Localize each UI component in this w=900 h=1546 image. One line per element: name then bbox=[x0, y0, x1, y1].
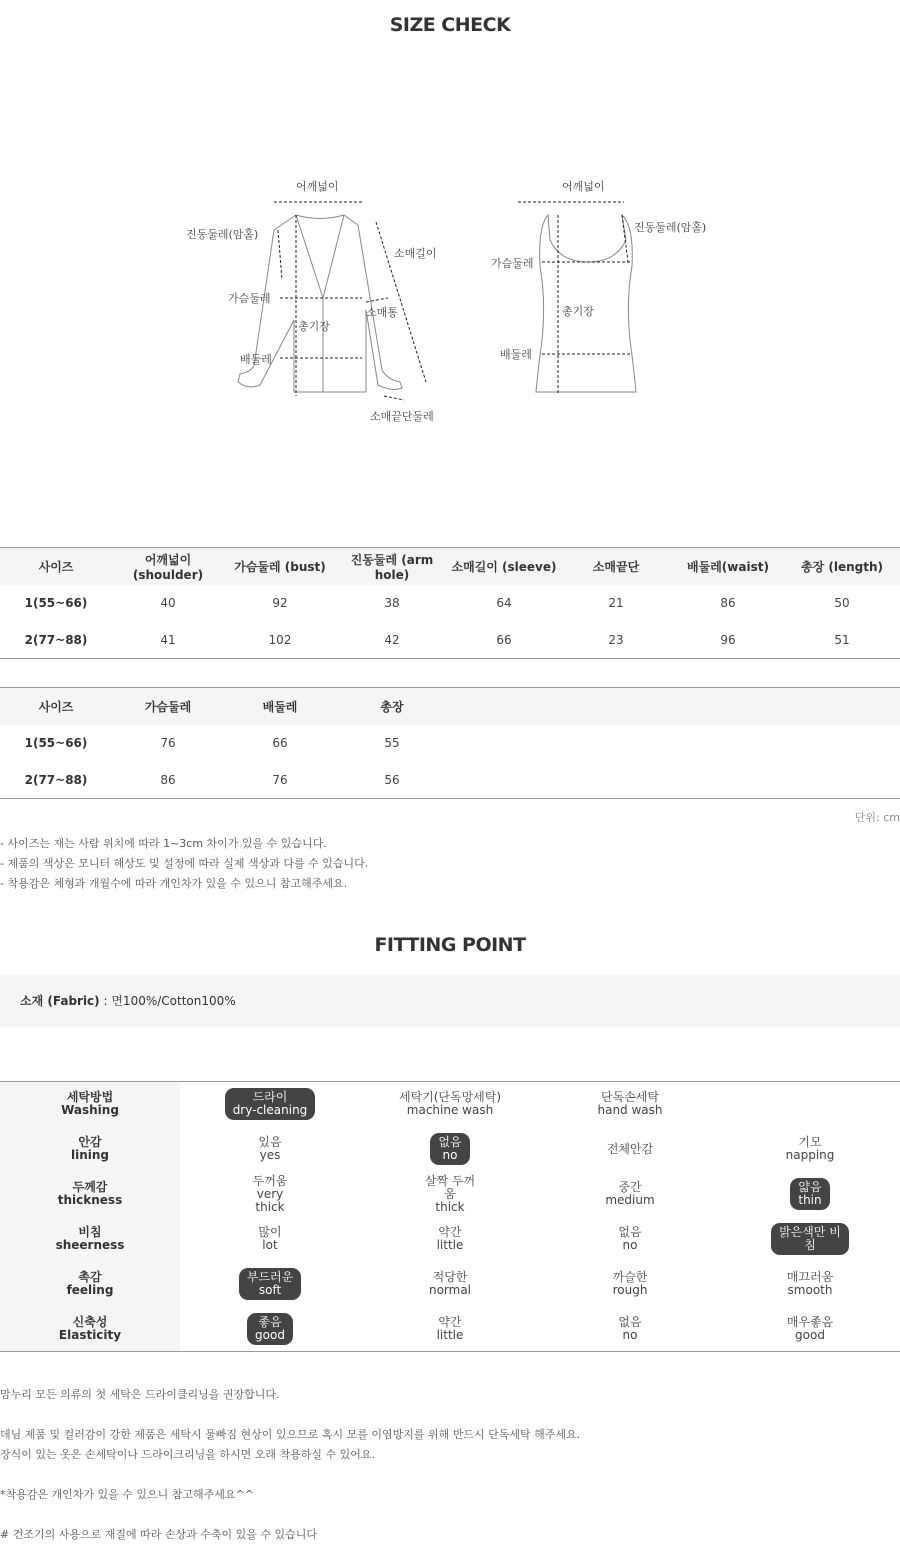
table-cell: 56 bbox=[384, 772, 400, 787]
fit-row bbox=[0, 1307, 900, 1352]
fit-option: 적당한 normal bbox=[428, 1270, 472, 1297]
care-note-line bbox=[0, 1405, 580, 1425]
fit-heading-ko: 신축성 bbox=[72, 1314, 108, 1329]
table-header: 총장 bbox=[336, 688, 448, 725]
fit-heading-en: Washing bbox=[61, 1103, 119, 1118]
fit-heading-ko: 안감 bbox=[78, 1135, 102, 1149]
fit-option bbox=[180, 1082, 360, 1127]
size-label: 2(77~88) bbox=[24, 772, 88, 787]
svg-text:소매끝단둘레: 소매끝단둘레 bbox=[370, 410, 434, 423]
fit-option: 많이 lot bbox=[258, 1225, 282, 1252]
size-table-tank bbox=[0, 687, 900, 799]
fit-option bbox=[720, 1172, 900, 1217]
fit-heading-en: lining bbox=[70, 1148, 109, 1162]
fit-option bbox=[180, 1262, 360, 1307]
fit-option: 단독손세탁 hand wash bbox=[597, 1090, 663, 1118]
fabric-bar bbox=[0, 975, 900, 1027]
fit-option bbox=[360, 1127, 540, 1172]
fit-option: 약간 little bbox=[436, 1314, 464, 1342]
selected-option-badge: 드라이 dry-cleaning bbox=[225, 1088, 316, 1120]
fabric-value: : 면100%/Cotton100% bbox=[99, 994, 236, 1008]
fit-heading-ko: 촉감 bbox=[78, 1270, 102, 1284]
fit-heading-ko: 두께감 bbox=[72, 1180, 108, 1194]
size-check-title: SIZE CHECK bbox=[389, 14, 511, 36]
table-cell: 76 bbox=[272, 772, 288, 787]
svg-text:총기장: 총기장 bbox=[298, 320, 330, 333]
fit-row bbox=[0, 1082, 900, 1127]
fit-option: 두꺼움 very thick bbox=[252, 1173, 288, 1214]
care-notes bbox=[0, 1385, 580, 1545]
fit-row-heading bbox=[0, 1082, 180, 1127]
size-notes bbox=[0, 834, 368, 894]
fit-row-heading bbox=[0, 1217, 180, 1262]
cardigan-labels bbox=[186, 179, 437, 423]
note-line: - 사이즈는 재는 사람 위치에 따라 1~3cm 차이가 있을 수 있습니다. bbox=[0, 837, 327, 850]
table-header: 어깨넓이 (shoulder) bbox=[112, 548, 224, 585]
fit-heading-en: Elasticity bbox=[58, 1327, 122, 1342]
table-cell: 51 bbox=[834, 632, 850, 647]
fit-row-heading bbox=[0, 1262, 180, 1307]
table-header: 사이즈 bbox=[0, 688, 112, 725]
table-header: 사이즈 bbox=[0, 548, 112, 585]
svg-text:가슴둘레: 가슴둘레 bbox=[228, 292, 271, 305]
tank-drawing bbox=[536, 215, 636, 392]
care-note-line: 장식이 있는 옷은 손세탁이나 드라이크리닝을 하시면 오래 착용하실 수 있어요. bbox=[0, 1448, 375, 1461]
table-cell: 23 bbox=[608, 632, 624, 647]
svg-text:배둘레: 배둘레 bbox=[240, 353, 272, 366]
fit-option: 기모 napping bbox=[785, 1135, 835, 1162]
table-header: 배둘레 bbox=[224, 688, 336, 725]
table-cell: 50 bbox=[834, 596, 850, 610]
care-note-line: 데님 제품 및 컬러감이 강한 제품은 세탁시 물빠짐 현상이 있으므로 혹시 모를 이염방지를 위해 반드시 단독세탁 해주세요. bbox=[0, 1428, 581, 1441]
fitting-table bbox=[0, 1081, 900, 1352]
fit-heading-ko: 비침 bbox=[78, 1225, 102, 1239]
fit-option: 약간 little bbox=[436, 1225, 464, 1252]
size-label: 1(55~66) bbox=[24, 736, 88, 750]
selected-option-badge: 밝은색만 비 침 bbox=[771, 1223, 849, 1255]
table-header: 가슴둘레 bbox=[112, 688, 224, 725]
fit-option: 매끄러움 smooth bbox=[786, 1270, 834, 1297]
care-note-line: # 건조기의 사용으로 재질에 따라 손상과 수축이 있을 수 있습니다 bbox=[0, 1528, 317, 1541]
table-header: 총장 (length) bbox=[784, 548, 900, 585]
table-header: 소매끝단 bbox=[560, 548, 672, 585]
fit-option: 없음 no bbox=[618, 1225, 642, 1252]
table-cell: 86 bbox=[720, 596, 736, 610]
table-header: 진동둘레 (arm hole) bbox=[336, 548, 448, 585]
fit-row-heading bbox=[0, 1307, 180, 1352]
svg-text:가슴둘레: 가슴둘레 bbox=[491, 257, 534, 270]
table-cell: 21 bbox=[608, 596, 624, 610]
svg-text:소매길이: 소매길이 bbox=[394, 247, 437, 260]
svg-text:소매통: 소매통 bbox=[366, 306, 398, 319]
svg-text:진동둘레(암홀): 진동둘레(암홀) bbox=[186, 228, 259, 241]
svg-text:어깨넓이: 어깨넓이 bbox=[296, 180, 339, 193]
table-cell: 42 bbox=[384, 632, 400, 647]
table-header: 배둘레(waist) bbox=[672, 548, 784, 585]
selected-option-badge: 좋음 good bbox=[247, 1313, 293, 1345]
size-table-cardigan bbox=[0, 547, 900, 659]
table-header-row bbox=[0, 688, 900, 725]
selected-option-badge: 얇음 thin bbox=[790, 1178, 829, 1210]
svg-text:총기장: 총기장 bbox=[562, 305, 594, 318]
table-cell: 55 bbox=[384, 736, 400, 750]
fit-heading-en: sheerness bbox=[55, 1238, 125, 1252]
care-note-line bbox=[0, 1465, 580, 1485]
table-cell: 40 bbox=[160, 596, 176, 610]
care-note-line: 맘누리 모든 의류의 첫 세탁은 드라이클리닝을 권장합니다. bbox=[0, 1388, 280, 1401]
fit-option: 있음 yes bbox=[258, 1135, 282, 1162]
fit-row bbox=[0, 1262, 900, 1307]
table-header-row bbox=[0, 548, 900, 585]
table-cell: 102 bbox=[268, 632, 292, 647]
fit-option: 중간 medium bbox=[605, 1180, 655, 1207]
fit-row bbox=[0, 1217, 900, 1262]
svg-text:진동둘레(암홀): 진동둘레(암홀) bbox=[634, 221, 707, 234]
size-label: 2(77~88) bbox=[24, 632, 88, 647]
measurement-illustration bbox=[170, 170, 730, 430]
fit-option: 없음 no bbox=[618, 1314, 642, 1342]
fit-option: 까슬한 rough bbox=[612, 1270, 648, 1297]
fit-row bbox=[0, 1172, 900, 1217]
table-row bbox=[0, 622, 900, 659]
table-cell: 64 bbox=[496, 596, 512, 610]
size-label: 1(55~66) bbox=[24, 596, 88, 610]
fit-row bbox=[0, 1127, 900, 1172]
fit-heading-en: thickness bbox=[57, 1193, 123, 1207]
fit-option bbox=[180, 1307, 360, 1352]
svg-text:어깨넓이: 어깨넓이 bbox=[562, 180, 605, 193]
cardigan-measure-lines bbox=[274, 202, 426, 400]
fit-row-heading bbox=[0, 1127, 180, 1172]
svg-text:배둘레: 배둘레 bbox=[500, 348, 532, 361]
care-note-line bbox=[0, 1505, 580, 1525]
care-note-line: *착용감은 개인차가 있을 수 있으니 참고해주세요^^ bbox=[0, 1488, 254, 1501]
table-header: 가슴둘레 (bust) bbox=[224, 548, 336, 585]
size-diagram bbox=[170, 170, 730, 430]
fabric-label: 소재 (Fabric) bbox=[20, 994, 100, 1008]
table-cell: 96 bbox=[720, 632, 736, 647]
table-cell: 86 bbox=[160, 772, 176, 787]
unit-label: 단위: cm bbox=[854, 811, 900, 824]
selected-option-badge: 부드러운 soft bbox=[239, 1268, 301, 1300]
table-row bbox=[0, 762, 900, 799]
fit-option: 전체안감 bbox=[606, 1141, 654, 1156]
fit-option: 세탁기(단독망세탁) machine wash bbox=[398, 1090, 502, 1118]
fit-heading-ko: 세탁방법 bbox=[66, 1090, 114, 1105]
note-line: - 제품의 색상은 모니터 해상도 및 설정에 따라 실제 색상과 다를 수 있습니다. bbox=[0, 857, 369, 870]
fit-option: 매우좋음 good bbox=[786, 1314, 834, 1342]
fitting-point-title: FITTING POINT bbox=[374, 934, 526, 956]
selected-option-badge: 없음 no bbox=[430, 1133, 469, 1165]
tank-labels bbox=[491, 179, 706, 361]
table-cell: 66 bbox=[272, 736, 288, 750]
note-line: - 착용감은 체형과 개월수에 따라 개인차가 있을 수 있으니 참고해주세요. bbox=[0, 877, 348, 890]
table-cell: 41 bbox=[160, 632, 176, 647]
table-cell: 76 bbox=[160, 736, 176, 750]
table-cell: 66 bbox=[496, 632, 512, 647]
fit-heading-en: feeling bbox=[66, 1283, 114, 1297]
fit-option bbox=[720, 1082, 900, 1127]
table-header: 소매길이 (sleeve) bbox=[448, 548, 560, 585]
fit-row-heading bbox=[0, 1172, 180, 1217]
fit-option: 살짝 두꺼 움 thick bbox=[424, 1173, 476, 1214]
table-cell: 92 bbox=[272, 596, 288, 610]
fit-option bbox=[720, 1217, 900, 1262]
table-cell: 38 bbox=[384, 596, 400, 610]
tank-measure-lines bbox=[518, 202, 632, 394]
table-row bbox=[0, 585, 900, 622]
table-row bbox=[0, 725, 900, 762]
